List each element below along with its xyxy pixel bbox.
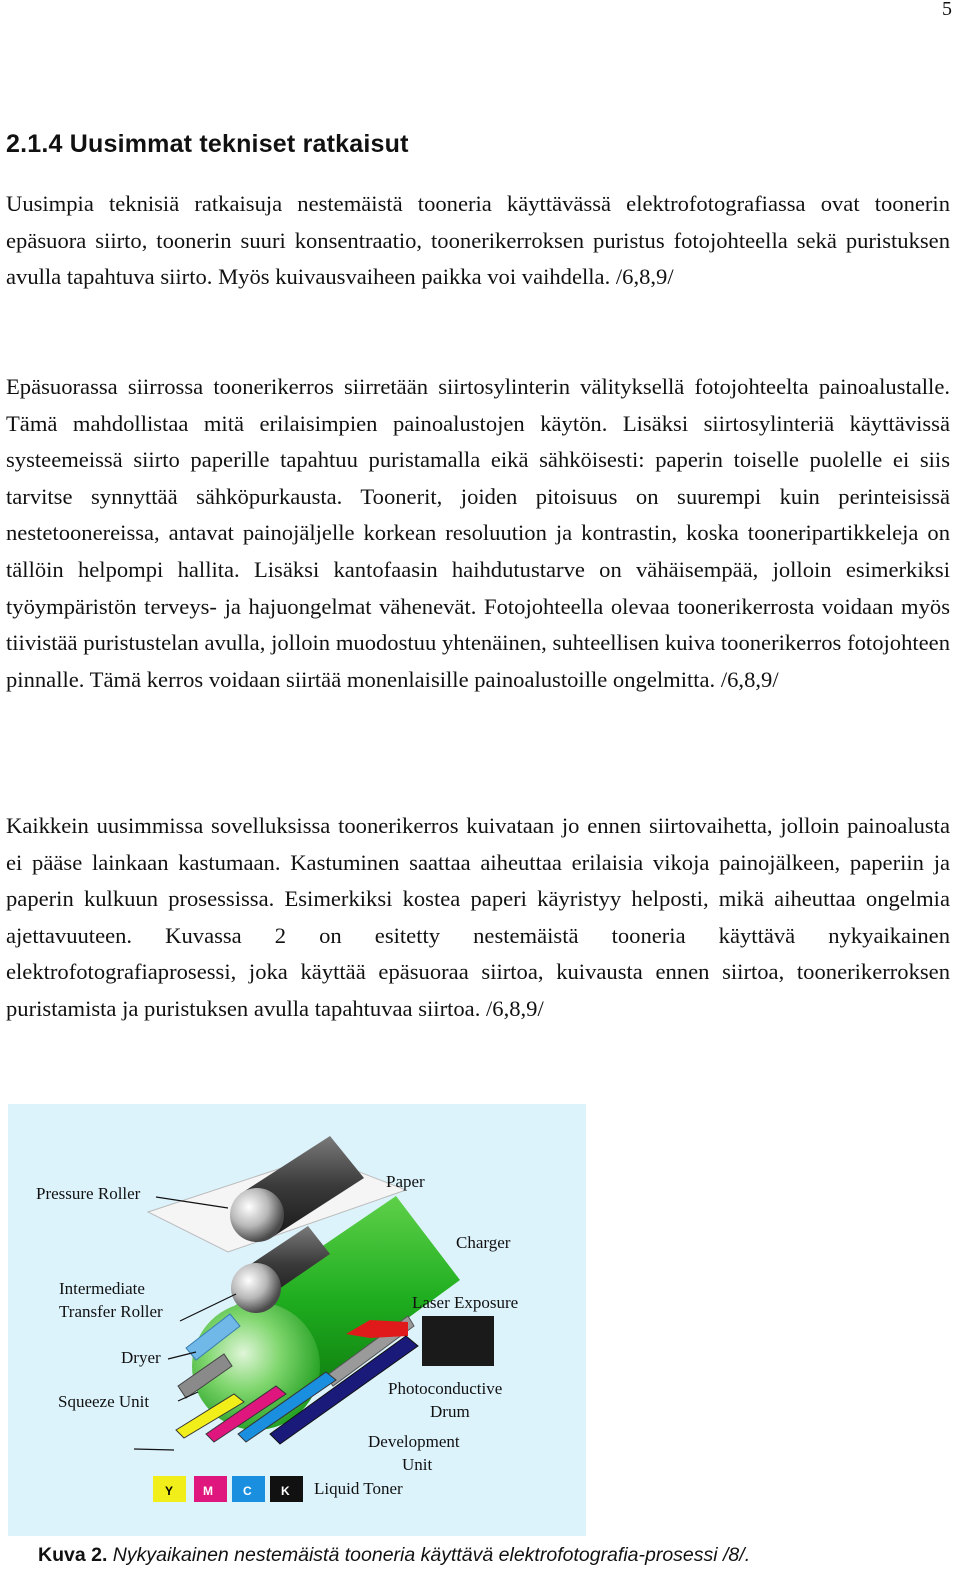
label-charger: Charger (456, 1233, 511, 1252)
caption-text: Nykyaikainen nestemäistä tooneria käyttävä elektrofotografia-prosessi /8/. (112, 1544, 751, 1566)
label-drum: Drum (430, 1402, 470, 1421)
figure-electrophotography-diagram (8, 1104, 586, 1536)
label-dryer: Dryer (121, 1348, 161, 1367)
label-photoconductive: Photoconductive (388, 1379, 503, 1398)
diagram-svg (8, 1104, 586, 1536)
label-development: Development (368, 1432, 460, 1451)
label-intermediate: Intermediate (59, 1279, 145, 1298)
figure-caption (38, 1544, 750, 1567)
label-squeeze-unit: Squeeze Unit (58, 1392, 150, 1411)
toner-label-y: Y (165, 1484, 174, 1498)
paragraph-1: Uusimpia teknisiä ratkaisuja nestemäistä tooneria käyttävässä elektrofotografiassa ovat toonerin epäsuora siirto, toonerin suuri konsentraatio, toonerikerroksen puristus fotojohteella sekä puristuksen avulla tapahtuva siirto. Myös kuivausvaiheen paikka voi vaihdella. /6,8,9/ (6, 191, 950, 290)
label-transfer-roller: Transfer Roller (59, 1302, 163, 1321)
section-heading: 2.1.4 Uusimmat tekniset ratkaisut (6, 130, 409, 158)
label-unit: Unit (402, 1455, 433, 1474)
label-pressure-roller: Pressure Roller (36, 1184, 141, 1203)
laser-exposure-box (422, 1316, 494, 1366)
label-paper: Paper (386, 1172, 425, 1191)
toner-label-c: C (243, 1484, 252, 1498)
page-number: 5 (942, 0, 952, 20)
caption-number: Kuva 2. (38, 1544, 108, 1566)
paragraph-2: Epäsuorassa siirrossa toonerikerros siirretään siirtosylinterin välityksellä fotojohteelta painoalustalle. Tämä mahdollistaa mitä erilaisimpien painoalustojen käytön. Lisäksi siirtosylinteriä käyttävissä systeemeissä siirto paperille tapahtuu puristamalla eikä sähköisesti: paperin toiselle puolelle ei siis tarvitse synnyttää sähköpurkausta. Toonerit, joiden pitoisuus on suurempi kuin perinteisissä nestetoonereissa, antavat painojäljelle korkean resoluution ja kontrastin, koska tooneripartikkeleja on tällöin helpompi hallita. Lisäksi kantofaasin haihdutustarve on vähäisempää, jolloin esimerkiksi työympäristön terveys- ja hajuongelmat vähenevät. Fotojohteella olevaa toonerikerrosta voidaan myös tiivistää puristustelan avulla, jolloin muodostuu yhtenäinen, suhteellisen kuiva toonerikerros fotojohteen pinnalle. Tämä kerros voidaan siirtää monenlaisille painoalustoille ongelmitta. /6,8,9/ (6, 374, 950, 692)
label-liquid-toner: Liquid Toner (314, 1479, 403, 1498)
paragraph-3: Kaikkein uusimmissa sovelluksissa toonerikerros kuivataan jo ennen siirtovaihetta, jolloin painoalusta ei pääse lainkaan kastumaan. Kastuminen saattaa aiheuttaa erilaisia vikoja painojälkeen, paperiin ja paperin kulkuun prosessissa. Esimerkiksi kostea paperi käyristyy helposti, mikä aiheuttaa ongelmia ajettavuuteen. Kuvassa 2 on esitetty nestemäistä tooneria käyttävä nykyaikainen elektrofotografiaprosessi, joka käyttää epäsuoraa siirtoa, kuivausta ennen siirtoa, toonerikerroksen puristamista ja puristuksen avulla tapahtuvaa siirtoa. /6,8,9/ (6, 813, 950, 1021)
liquid-toner-boxes (153, 1476, 303, 1502)
label-laser-exposure: Laser Exposure (412, 1293, 519, 1312)
toner-label-k: K (281, 1484, 290, 1498)
toner-label-m: M (203, 1484, 213, 1498)
